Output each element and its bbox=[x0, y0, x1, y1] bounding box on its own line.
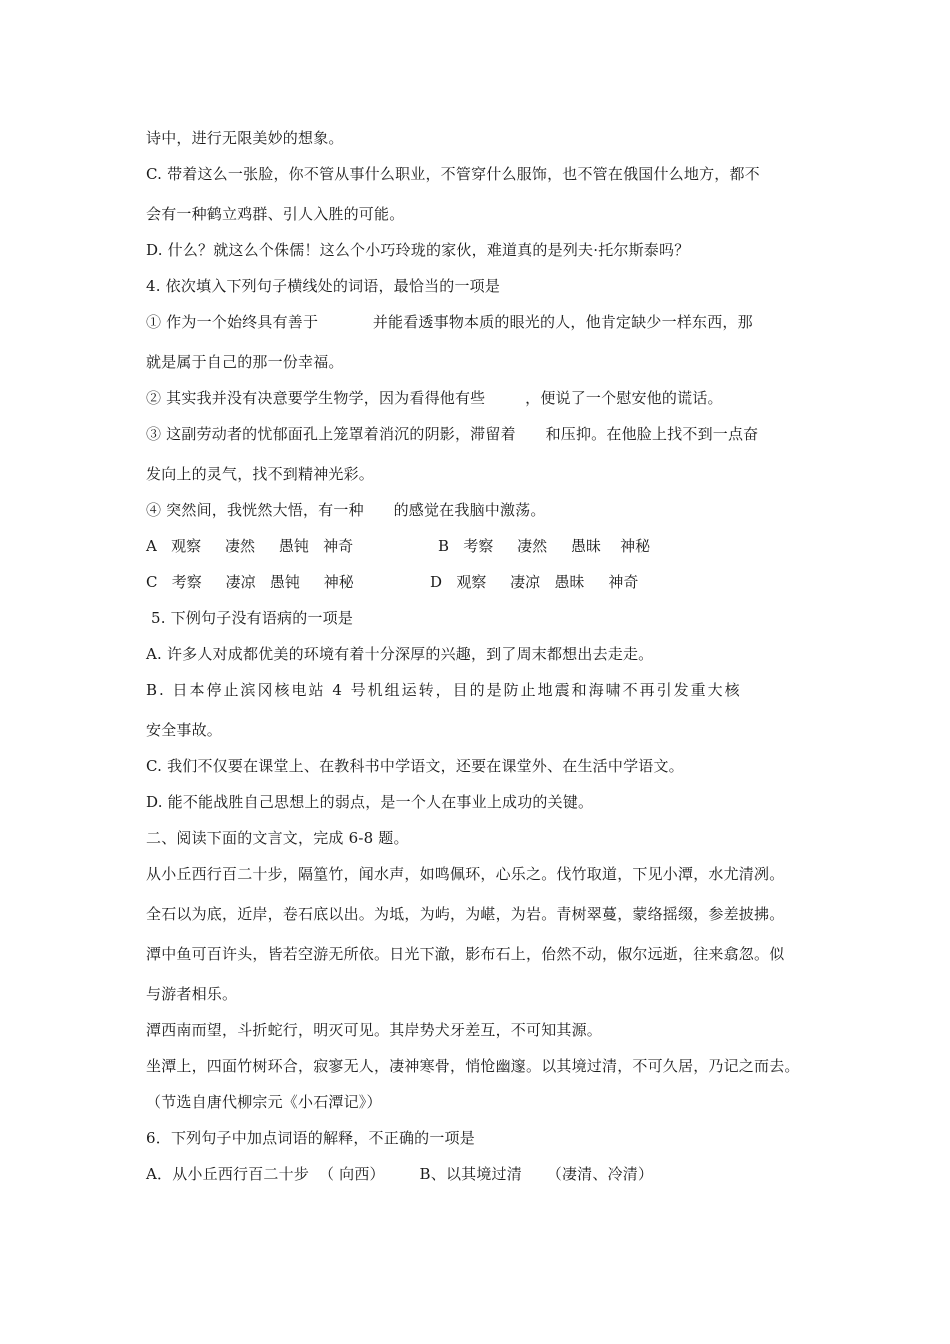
option-c-line-2: 会有一种鹤立鸡群、引人入胜的可能。 bbox=[146, 205, 405, 223]
choice-d: D 观察 凄凉 愚昧 神奇 bbox=[430, 573, 639, 591]
sentence-3-line-2: 发向上的灵气，找不到精神光彩。 bbox=[146, 465, 375, 483]
sentence-2: ② 其实我并没有决意要学生物学，因为看得他有些 ，便说了一个慰安他的谎话。 bbox=[146, 389, 723, 407]
source-citation: （节选自唐代柳宗元《小石潭记》） bbox=[146, 1093, 382, 1111]
sentence-4: ④ 突然间，我恍然大悟，有一种 的感觉在我脑中激荡。 bbox=[146, 501, 546, 519]
sentence-3-line-1: ③ 这副劳动者的忧郁面孔上笼罩着消沉的阴影，滞留着 和压抑。在他脸上找不到一点奋 bbox=[146, 425, 759, 443]
question-6-options: A．从小丘西行百二十步 （ 向西） B、以其境过清 （凄清、冷清） bbox=[146, 1165, 654, 1183]
classical-text-line-2: 全石以为底，近岸，卷石底以出。为坻，为屿，为嵁，为岩。青树翠蔓，蒙络摇缀，参差披拂。 bbox=[146, 905, 785, 923]
q5-option-b-line-2: 安全事故。 bbox=[146, 721, 223, 739]
classical-text-line-3: 潭中鱼可百许头，皆若空游无所依。日光下澈，影布石上，佁然不动，俶尔远逝，往来翕忽。似 bbox=[146, 945, 785, 963]
option-d-line: D. 什么？就这么个侏儒！这么个小巧玲珑的家伙，难道真的是列夫·托尔斯泰吗？ bbox=[146, 241, 690, 259]
q5-option-c: C. 我们不仅要在课堂上、在教科书中学语文，还要在课堂外、在生活中学语文。 bbox=[146, 757, 684, 775]
classical-text-line-6: 坐潭上，四面竹树环合，寂寥无人，凄神寒骨，悄怆幽邃。以其境过清，不可久居，乃记之而去。 bbox=[146, 1057, 800, 1075]
section-2-title: 二、阅读下面的文言文，完成 6-8 题。 bbox=[146, 829, 409, 847]
question-5-title: 5. 下例句子没有语病的一项是 bbox=[146, 609, 354, 627]
q5-option-a: A. 许多人对成都优美的环境有着十分深厚的兴趣，到了周末都想出去走走。 bbox=[146, 645, 654, 663]
sentence-1-line-1: ① 作为一个始终具有善于 并能看透事物本质的眼光的人，他肯定缺少一样东西，那 bbox=[146, 313, 753, 331]
classical-text-line-1: 从小丘西行百二十步，隔篁竹，闻水声，如鸣佩环，心乐之。伐竹取道，下见小潭，水尤清冽。 bbox=[146, 865, 785, 883]
choice-a: A 观察 凄然 愚钝 神奇 bbox=[146, 537, 354, 555]
classical-text-line-4: 与游者相乐。 bbox=[146, 985, 238, 1003]
text-line: 诗中，进行无限美妙的想象。 bbox=[146, 129, 344, 147]
question-4-title: 4. 依次填入下列句子横线处的词语，最恰当的一项是 bbox=[146, 277, 501, 295]
choice-b: B 考察 凄然 愚昧 神秘 bbox=[438, 537, 651, 555]
option-c-line-1: C. 带着这么一张脸，你不管从事什么职业，不管穿什么服饰，也不管在俄国什么地方，都不 bbox=[146, 165, 760, 183]
choice-c: C 考察 凄凉 愚钝 神秘 bbox=[146, 573, 354, 591]
q5-option-b-line-1: B. 日本停止滨冈核电站 4 号机组运转，目的是防止地震和海啸不再引发重大核 bbox=[146, 681, 742, 699]
classical-text-line-5: 潭西南而望，斗折蛇行，明灭可见。其岸势犬牙差互，不可知其源。 bbox=[146, 1021, 603, 1039]
q5-option-d: D. 能不能战胜自己思想上的弱点，是一个人在事业上成功的关键。 bbox=[146, 793, 594, 811]
question-6-title: 6．下列句子中加点词语的解释，不正确的一项是 bbox=[146, 1129, 475, 1147]
sentence-1-line-2: 就是属于自己的那一份幸福。 bbox=[146, 353, 344, 371]
